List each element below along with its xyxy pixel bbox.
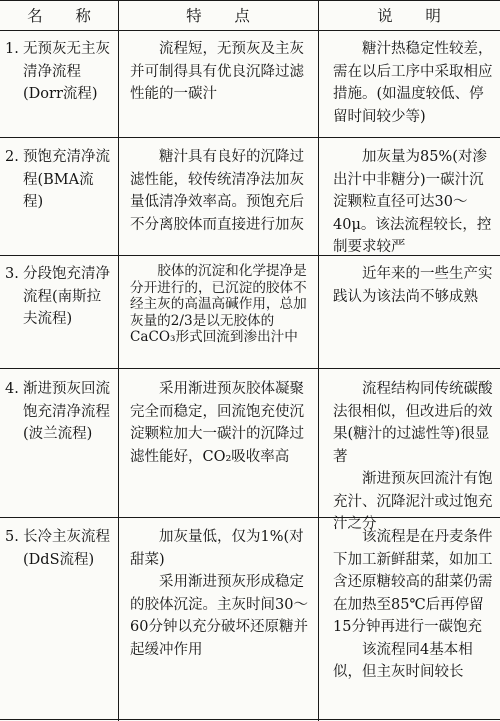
row3-name bbox=[5, 263, 111, 331]
rule-bottom bbox=[0, 719, 500, 720]
rule-col2 bbox=[318, 0, 319, 721]
row1-features-p1: 流程短，无预灰及主灰并可制得具有优良沉降过滤性能的一碳汁 bbox=[130, 41, 304, 102]
row2-number: 2. bbox=[5, 149, 19, 165]
row1-notes-p1: 糖汁热稳定性较差，需在以后工序中采取相应措施。(如温度较低、停留时间较少等) bbox=[333, 41, 493, 125]
row5-features bbox=[130, 526, 308, 661]
row5-notes bbox=[333, 526, 497, 684]
row3-number: 3. bbox=[5, 266, 19, 282]
row2-notes bbox=[333, 146, 497, 259]
row4-name-text: 渐进预灰回流饱充清净流程(波兰流程) bbox=[23, 381, 110, 442]
row1-name-text: 无预灰无主灰清净流程(Dorr流程) bbox=[23, 41, 110, 102]
row4-notes bbox=[333, 378, 497, 536]
row2-features bbox=[130, 146, 308, 236]
row3-notes bbox=[333, 263, 497, 308]
row3-name-text: 分段饱充清净流程(南斯拉夫流程) bbox=[23, 266, 110, 327]
row3-notes-p1: 近年来的一些生产实践认为该法尚不够成熟 bbox=[333, 266, 493, 305]
row3-features bbox=[130, 263, 308, 346]
row2-features-p1: 糖汁具有良好的沉降过滤性能，较传统清净法加灰量低清净效率高。预饱充后不分离胶体而直接进行加灰 bbox=[130, 149, 304, 233]
rule-row1 bbox=[0, 137, 500, 138]
row5-number: 5. bbox=[5, 529, 19, 545]
row2-name-text: 预饱充清净流程(BMA流程) bbox=[23, 149, 110, 210]
row1-features bbox=[130, 38, 308, 106]
rule-header bbox=[0, 30, 500, 31]
row4-name bbox=[5, 378, 111, 446]
rule-row3 bbox=[0, 368, 500, 369]
rule-col1 bbox=[118, 0, 119, 721]
row5-notes-p1: 该流程是在丹麦条件下加工新鲜甜菜，如加工含还原糖较高的甜菜仍需在加热至85℃后再停留15分钟再进行一碳饱充 bbox=[333, 529, 493, 635]
header-notes: 说 明 bbox=[377, 7, 455, 25]
row3-features-p1: 胶体的沉淀和化学提净是分开进行的，已沉淀的胶体不经主灰的高温高碱作用，总加灰量的2/3是以无胶体的CaCO₃形式回流到渗出汁中 bbox=[130, 263, 307, 345]
row5-name-text: 长冷主灰流程(DdS流程) bbox=[23, 529, 110, 568]
row2-name bbox=[5, 146, 111, 214]
row4-notes-p2: 渐进预灰回流汁有饱充汁、沉降泥汁或过饱充汁之分 bbox=[333, 471, 493, 532]
row4-features-p1: 采用渐进预灰胶体凝聚完全而稳定，回流饱充使沉淀颗粒加大一碳汁的沉降过滤性能好，CO₂吸收率高 bbox=[130, 381, 304, 465]
row1-name bbox=[5, 38, 111, 106]
row4-number: 4. bbox=[5, 381, 19, 397]
row5-features-p1: 加灰量低，仅为1%(对甜菜) bbox=[130, 529, 304, 568]
header-name: 名 称 bbox=[27, 7, 105, 25]
header-features: 特 点 bbox=[186, 7, 264, 25]
row5-features-p2: 采用渐进预灰形成稳定的胶体沉淀。主灰时间30～60分钟以充分破坏还原糖并起缓冲作用 bbox=[130, 574, 308, 658]
row5-notes-p2: 该流程同4基本相似，但主灰时间较长 bbox=[333, 641, 473, 680]
row4-features bbox=[130, 378, 308, 468]
row4-notes-p1: 流程结构同传统碳酸法很相似，但改进后的效果(糖汁的过滤性等)很显著 bbox=[333, 381, 493, 465]
row1-notes bbox=[333, 38, 497, 128]
row5-name bbox=[5, 526, 111, 571]
row2-notes-p1: 加灰量为85%(对渗出汁中非糖分)一碳汁沉淀颗粒直径可达30～40μ。该法流程较长，控制要求较严 bbox=[333, 149, 492, 255]
row1-number: 1. bbox=[5, 41, 19, 57]
